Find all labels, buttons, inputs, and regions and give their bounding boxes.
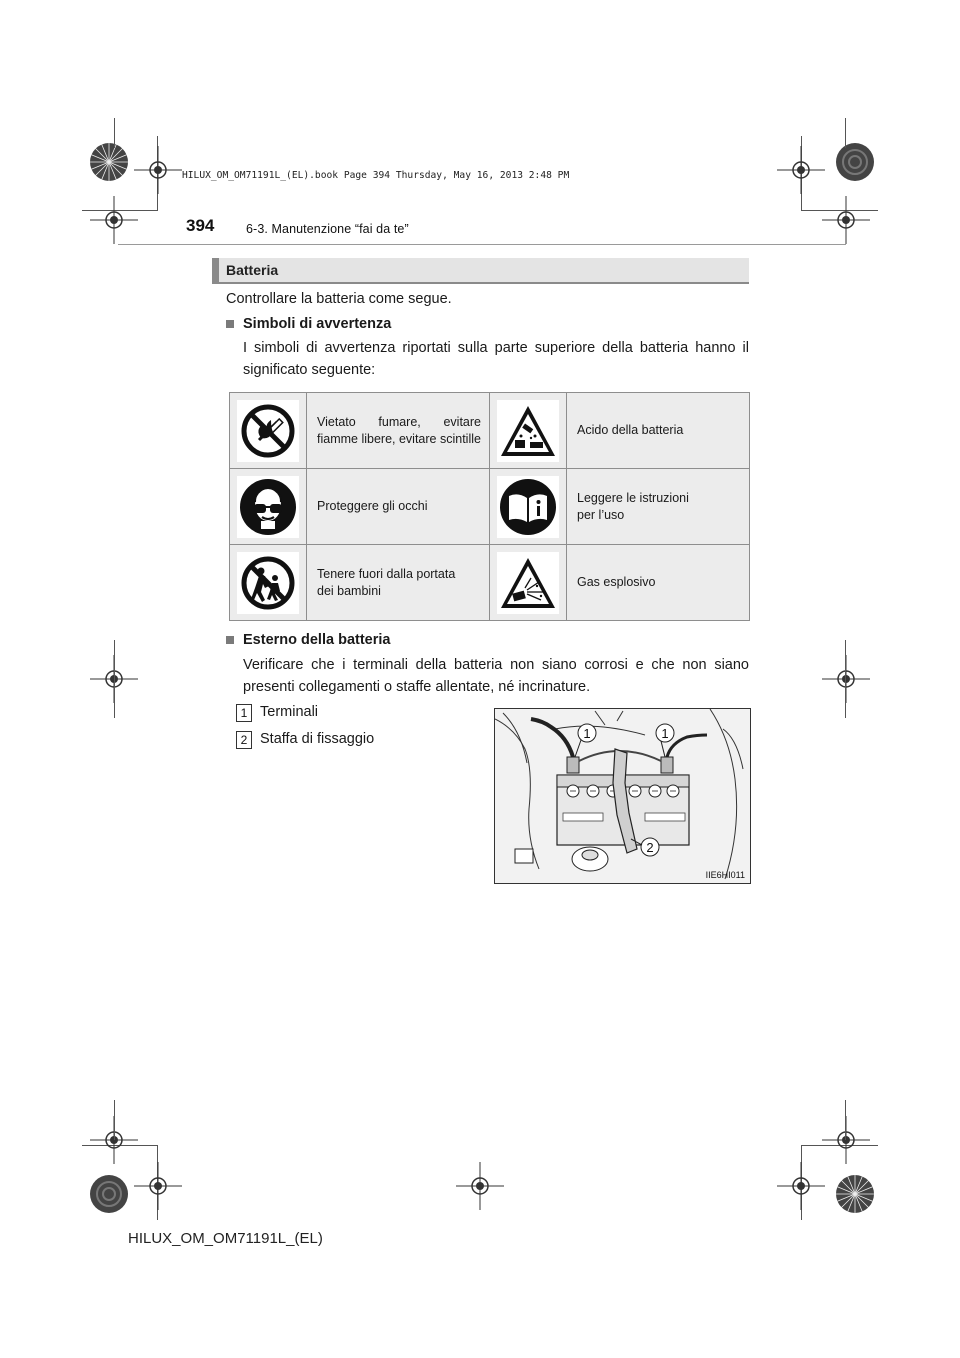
warning-symbols-table xyxy=(229,392,750,621)
exterior-title: Esterno della batteria xyxy=(243,632,391,648)
section-heading-bar xyxy=(212,258,219,284)
no-smoking-flame-icon xyxy=(237,400,299,462)
registration-target-icon xyxy=(456,1162,504,1210)
color-star-target-icon xyxy=(88,1173,130,1215)
color-star-target-icon xyxy=(834,141,876,183)
table-row xyxy=(230,393,750,469)
figure-callout: 1 xyxy=(583,726,591,741)
table-row xyxy=(230,545,750,621)
header-rule xyxy=(118,244,846,245)
section-heading: Batteria xyxy=(226,262,279,278)
figure-code: IIE6HI011 xyxy=(705,870,745,880)
battery-figure xyxy=(494,708,751,884)
table-row xyxy=(230,469,750,545)
color-star-target-icon xyxy=(88,141,130,183)
symbol-description: Vietato fumare, evitare fiamme libere, evitare scintille xyxy=(317,414,481,446)
section-heading-box xyxy=(212,258,749,284)
registration-target-icon xyxy=(822,655,870,703)
crop-line xyxy=(114,1100,115,1140)
keep-away-children-icon xyxy=(237,552,299,614)
book-stamp: HILUX_OM_OM71191L_(EL).book Page 394 Thursday, May 16, 2013 2:48 PM xyxy=(182,170,570,181)
warning-symbols-description: I simboli di avvertenza riportati sulla parte superiore della batteria hanno il significato seguente: xyxy=(243,340,749,378)
crop-line xyxy=(114,118,115,148)
registration-target-icon xyxy=(90,196,138,244)
symbol-description-line: per l’uso xyxy=(577,507,625,522)
legend-number-badge: 1 xyxy=(236,704,252,722)
crop-line xyxy=(845,1100,846,1140)
footer-doc-code: HILUX_OM_OM71191L_(EL) xyxy=(128,1230,323,1247)
legend-label: Staffa di fissaggio xyxy=(260,731,375,747)
registration-target-icon xyxy=(134,1162,182,1210)
eye-protection-icon xyxy=(237,476,299,538)
page-number: 394 xyxy=(186,216,215,235)
registration-target-icon xyxy=(777,1162,825,1210)
color-star-target-icon xyxy=(834,1173,876,1215)
bullet-square xyxy=(226,320,234,328)
crop-line xyxy=(845,640,846,718)
intro-text: Controllare la batteria come segue. xyxy=(226,291,452,307)
registration-target-icon xyxy=(822,1116,870,1164)
crop-line xyxy=(114,640,115,718)
read-instructions-icon xyxy=(497,476,559,538)
symbol-description-line: Tenere fuori dalla portata xyxy=(317,566,456,581)
legend-label: Terminali xyxy=(260,704,319,720)
symbol-description: Gas esplosivo xyxy=(577,575,656,589)
registration-target-icon xyxy=(822,196,870,244)
symbol-description-line: dei bambini xyxy=(317,583,381,598)
bullet-square xyxy=(226,636,234,644)
exterior-description: Verificare che i terminali della batteria non siano corrosi e che non siano presenti collegamenti o staffe allentate, né incrinature. xyxy=(243,657,749,695)
legend-number-badge: 2 xyxy=(236,731,252,749)
figure-callout: 1 xyxy=(661,726,669,741)
registration-target-icon xyxy=(777,146,825,194)
battery-acid-icon xyxy=(497,400,559,462)
registration-target-icon xyxy=(134,146,182,194)
symbol-description: Acido della batteria xyxy=(577,423,684,437)
crop-line xyxy=(845,118,846,148)
symbol-description-line: Leggere le istruzioni xyxy=(577,490,689,505)
section-title: 6-3. Manutenzione “fai da te” xyxy=(246,222,409,236)
symbol-description: Proteggere gli occhi xyxy=(317,499,428,513)
figure-callout: 2 xyxy=(646,840,654,855)
warning-symbols-title: Simboli di avvertenza xyxy=(243,316,392,332)
explosive-gas-icon xyxy=(497,552,559,614)
